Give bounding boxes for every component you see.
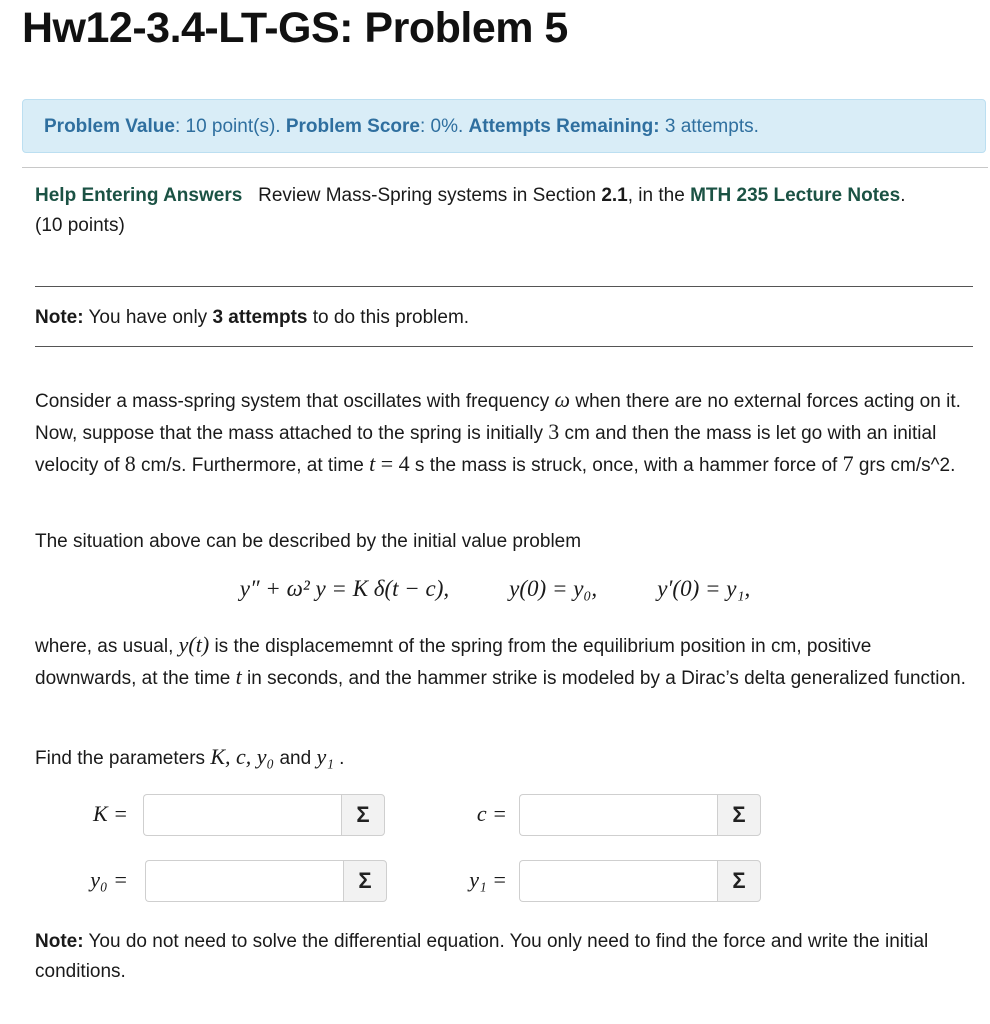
points-text: (10 points)	[35, 215, 125, 236]
attempts-remaining-text: 3 attempts.	[659, 116, 759, 137]
lecture-notes-link[interactable]: MTH 235 Lecture Notes	[690, 185, 901, 206]
y0-equation-editor-button[interactable]: Σ	[343, 860, 387, 902]
divider	[35, 286, 973, 287]
divider	[35, 346, 973, 347]
problem-paragraph-2: The situation above can be described by the initial value problem	[35, 531, 582, 552]
k-equation-editor-button[interactable]: Σ	[341, 794, 385, 836]
divider	[22, 167, 988, 168]
note-label: Note:	[35, 307, 84, 328]
problem-score-label: Problem Score	[285, 116, 420, 137]
parameters-symbols: K, c, y₀	[210, 744, 275, 769]
hammer-force-value: 7	[842, 451, 854, 476]
initial-value-equation	[0, 576, 990, 602]
problem-text: Consider a mass-spring system that oscillates with frequency	[35, 391, 555, 412]
y0-label: y₀ =	[90, 867, 128, 892]
problem-text: cm/s. Furthermore, at time	[135, 455, 370, 476]
problem-value-label: Problem Value	[44, 116, 175, 137]
problem-score-text: : 0%.	[419, 116, 469, 137]
c-equation-editor-button[interactable]: Σ	[717, 794, 761, 836]
section-number: 2.1	[601, 185, 628, 206]
note-text: You do not need to solve the differential equation. You only need to find the force and write the initial conditions.	[35, 931, 929, 982]
strike-time-value: = 4	[375, 451, 410, 476]
note-attempts	[35, 303, 973, 333]
displacement-symbol: y(t)	[178, 632, 210, 657]
problem-text: Find the parameters	[35, 748, 211, 769]
problem-text: s the mass is struck, once, with a hammer force of	[409, 455, 843, 476]
review-period: .	[900, 185, 906, 206]
help-section	[35, 181, 973, 241]
c-label: c =	[476, 801, 507, 826]
problem-text: is the displacememnt of the spring from the equilibrium position in cm, positive downwards, at the time	[35, 636, 872, 689]
problem-text: when there are no external forces acting on it. Now, suppose that the mass attached to the spring is initially	[35, 391, 961, 444]
note-post: to do this problem.	[307, 307, 470, 328]
problem-text: cm and then the mass is let go with an initial velocity of	[35, 423, 937, 476]
initial-velocity-value: 8	[124, 451, 136, 476]
initial-position-value: 3	[548, 419, 560, 444]
problem-paragraph-4	[35, 742, 973, 774]
c-input[interactable]	[519, 794, 717, 836]
review-mid-text: , in the	[627, 185, 691, 206]
k-label: K =	[92, 801, 128, 826]
y0-input[interactable]	[145, 860, 343, 902]
k-input[interactable]	[143, 794, 341, 836]
problem-paragraph-1	[35, 385, 973, 481]
y1-symbol: y₁	[316, 744, 334, 769]
equation-ode: y″ + ω² y = K δ(t − c),	[239, 576, 450, 601]
omega-symbol: ω	[554, 387, 571, 412]
y1-equation-editor-button[interactable]: Σ	[717, 860, 761, 902]
problem-text: .	[333, 748, 345, 769]
problem-text: grs cm/s^2.	[853, 455, 956, 476]
page-title: Hw12-3.4-LT-GS: Problem 5	[22, 4, 568, 52]
time-symbol: t	[235, 664, 242, 689]
equation-initial-position: y(0) = y₀,	[509, 576, 598, 601]
y1-input[interactable]	[519, 860, 717, 902]
equation-initial-velocity: y′(0) = y₁,	[657, 576, 751, 601]
problem-text: in seconds, and the hammer strike is modeled by a Dirac’s delta generalized function.	[241, 668, 966, 689]
problem-value-text: : 10 point(s).	[174, 116, 286, 137]
note-label: Note:	[35, 931, 84, 952]
note-pre: You have only	[83, 307, 213, 328]
problem-info-box	[22, 99, 986, 153]
problem-text: where, as usual,	[35, 636, 179, 657]
y1-label: y₁ =	[469, 867, 507, 892]
time-symbol: t	[369, 451, 376, 476]
note-attempts-bold: 3 attempts	[212, 307, 308, 328]
problem-paragraph-3	[35, 630, 973, 694]
review-text: Review Mass-Spring systems in Section	[258, 185, 602, 206]
note-final	[35, 927, 973, 987]
attempts-remaining-label: Attempts Remaining:	[468, 116, 660, 137]
help-entering-answers-link[interactable]: Help Entering Answers	[35, 185, 243, 206]
problem-text: and	[274, 748, 317, 769]
